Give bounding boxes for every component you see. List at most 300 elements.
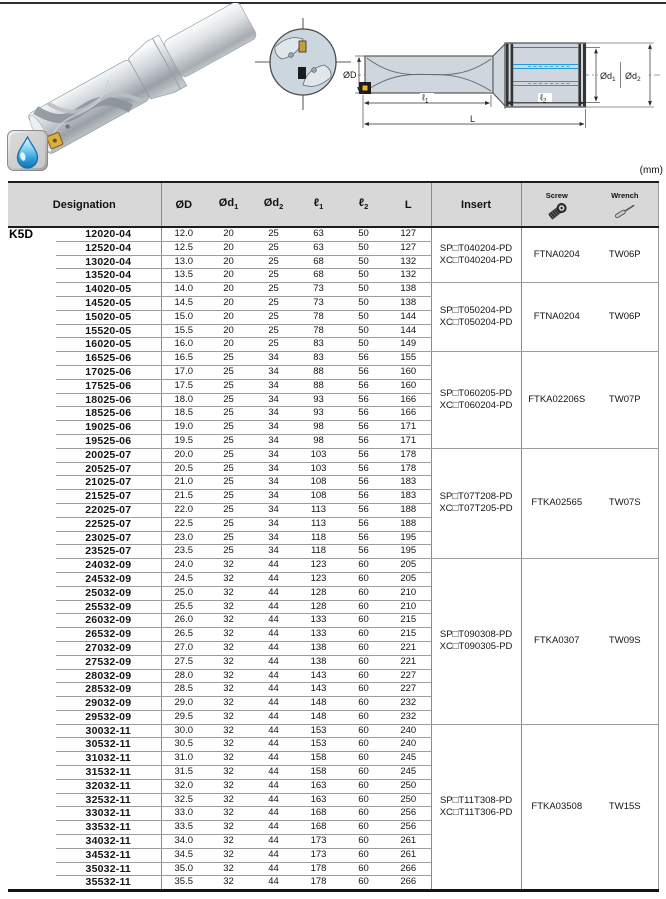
col-header-l2: ℓ$_2$ (341, 182, 386, 227)
L-cell: 144 (386, 310, 431, 324)
od2-cell: 34 (251, 462, 296, 476)
od-cell: 32.0 (161, 779, 206, 793)
insert-cell (431, 283, 521, 352)
designation-cell: 14020-05 (56, 283, 161, 297)
wrench-cell: TW15S (592, 724, 658, 891)
l1-cell: 168 (296, 807, 341, 821)
l1-cell: 123 (296, 559, 341, 573)
coolant-icon-button (7, 130, 48, 171)
L-cell: 195 (386, 531, 431, 545)
od-cell: 26.0 (161, 614, 206, 628)
table-body (8, 227, 658, 891)
od2-cell: 34 (251, 531, 296, 545)
spec-table (8, 181, 659, 892)
dim-label-od1: $Ød_1$ (600, 71, 616, 83)
screw-cell: FTKA02565 (521, 448, 592, 558)
od2-cell: 34 (251, 407, 296, 421)
designation-cell: 17525-06 (56, 379, 161, 393)
l1-cell: 158 (296, 752, 341, 766)
od1-cell: 32 (206, 752, 251, 766)
od-cell: 35.5 (161, 876, 206, 891)
l2-cell: 56 (341, 476, 386, 490)
od2-cell: 44 (251, 683, 296, 697)
od2-cell: 44 (251, 766, 296, 780)
l2-cell: 60 (341, 559, 386, 573)
od-cell: 18.5 (161, 407, 206, 421)
insert-cell (431, 352, 521, 449)
l1-cell: 68 (296, 269, 341, 283)
l2-cell: 56 (341, 490, 386, 504)
od2-cell: 34 (251, 379, 296, 393)
od1-cell: 32 (206, 572, 251, 586)
drill-product-photo (22, 3, 274, 161)
od1-cell: 32 (206, 848, 251, 862)
screw-cell: FTKA03508 (521, 724, 592, 891)
od-cell: 33.5 (161, 821, 206, 835)
designation-cell: 29032-09 (56, 697, 161, 711)
l2-cell: 50 (341, 269, 386, 283)
L-cell: 240 (386, 724, 431, 738)
od1-cell: 25 (206, 476, 251, 490)
L-cell: 166 (386, 407, 431, 421)
designation-cell: 24032-09 (56, 559, 161, 573)
designation-cell: 19525-06 (56, 434, 161, 448)
od-cell: 21.5 (161, 490, 206, 504)
od1-cell: 32 (206, 559, 251, 573)
od1-cell: 32 (206, 669, 251, 683)
l1-cell: 73 (296, 296, 341, 310)
l2-cell: 56 (341, 365, 386, 379)
l2-cell: 56 (341, 434, 386, 448)
od1-cell: 25 (206, 379, 251, 393)
l1-cell: 63 (296, 241, 341, 255)
L-cell: 195 (386, 545, 431, 559)
l1-cell: 103 (296, 448, 341, 462)
l2-cell: 56 (341, 545, 386, 559)
od-cell: 34.5 (161, 848, 206, 862)
L-cell: 210 (386, 586, 431, 600)
od2-cell: 34 (251, 434, 296, 448)
od2-cell: 25 (251, 269, 296, 283)
wrench-icon (612, 201, 638, 221)
od1-cell: 32 (206, 697, 251, 711)
L-cell: 221 (386, 641, 431, 655)
table-row (8, 724, 658, 738)
col-header-l1: ℓ$_1$ (296, 182, 341, 227)
l1-cell: 128 (296, 600, 341, 614)
od2-cell: 44 (251, 807, 296, 821)
L-cell: 210 (386, 600, 431, 614)
od-cell: 16.0 (161, 338, 206, 352)
insert-name: SP□T090308-PD (439, 629, 513, 641)
L-cell: 160 (386, 379, 431, 393)
insert-cell (431, 724, 521, 891)
insert-name: XC□T050204-PD (439, 317, 513, 329)
l2-cell: 56 (341, 407, 386, 421)
L-cell: 171 (386, 434, 431, 448)
od-cell: 29.0 (161, 697, 206, 711)
l1-cell: 143 (296, 683, 341, 697)
od1-cell: 20 (206, 296, 251, 310)
designation-cell: 28032-09 (56, 669, 161, 683)
designation-cell: 35532-11 (56, 876, 161, 891)
l2-cell: 60 (341, 669, 386, 683)
od-cell: 18.0 (161, 393, 206, 407)
l1-cell: 88 (296, 365, 341, 379)
designation-cell: 23025-07 (56, 531, 161, 545)
l1-cell: 138 (296, 655, 341, 669)
l1-cell: 98 (296, 434, 341, 448)
screw-cell: FTNA0204 (521, 283, 592, 352)
od1-cell: 32 (206, 683, 251, 697)
od2-cell: 44 (251, 752, 296, 766)
l2-cell: 56 (341, 503, 386, 517)
l2-cell: 60 (341, 628, 386, 642)
l2-cell: 60 (341, 641, 386, 655)
l2-cell: 60 (341, 752, 386, 766)
od1-cell: 32 (206, 779, 251, 793)
l1-cell: 118 (296, 545, 341, 559)
units-label: (mm) (639, 165, 663, 176)
dim-label-od: ØD (343, 70, 357, 80)
wrench-cell: TW06P (592, 227, 658, 283)
table-row (8, 283, 658, 297)
l1-cell: 178 (296, 862, 341, 876)
screw-cell: FTKA02206S (521, 352, 592, 449)
L-cell: 215 (386, 614, 431, 628)
l1-cell: 108 (296, 490, 341, 504)
od-cell: 30.5 (161, 738, 206, 752)
col-header-designation: Designation (8, 182, 161, 227)
l1-cell: 88 (296, 379, 341, 393)
od1-cell: 20 (206, 283, 251, 297)
designation-cell: 13520-04 (56, 269, 161, 283)
insert-name: SP□T060205-PD (439, 387, 513, 399)
od1-cell: 25 (206, 434, 251, 448)
od1-cell: 25 (206, 531, 251, 545)
od2-cell: 44 (251, 614, 296, 628)
designation-cell: 25532-09 (56, 600, 161, 614)
od2-cell: 44 (251, 710, 296, 724)
l1-cell: 78 (296, 310, 341, 324)
dim-label-L: L (470, 114, 476, 124)
L-cell: 144 (386, 324, 431, 338)
designation-cell: 32532-11 (56, 793, 161, 807)
designation-cell: 12520-04 (56, 241, 161, 255)
l1-cell: 83 (296, 338, 341, 352)
od-cell: 29.5 (161, 710, 206, 724)
L-cell: 160 (386, 365, 431, 379)
od1-cell: 32 (206, 793, 251, 807)
insert-cell (431, 448, 521, 558)
od2-cell: 34 (251, 365, 296, 379)
drill-front-view-diagram (253, 14, 355, 114)
dim-label-l1: ℓ$_1$ (422, 92, 429, 105)
od2-cell: 44 (251, 641, 296, 655)
od1-cell: 20 (206, 324, 251, 338)
od-cell: 22.0 (161, 503, 206, 517)
od2-cell: 44 (251, 655, 296, 669)
table-row (8, 352, 658, 366)
insert-name: SP□T040204-PD (439, 243, 513, 255)
od2-cell: 25 (251, 338, 296, 352)
designation-cell: 31032-11 (56, 752, 161, 766)
l1-cell: 138 (296, 641, 341, 655)
side-view-insert (359, 82, 371, 94)
l2-cell: 60 (341, 862, 386, 876)
od2-cell: 44 (251, 738, 296, 752)
od1-cell: 20 (206, 241, 251, 255)
od2-cell: 25 (251, 296, 296, 310)
od2-cell: 44 (251, 724, 296, 738)
l2-cell: 50 (341, 283, 386, 297)
od2-cell: 44 (251, 876, 296, 891)
od-cell: 19.0 (161, 421, 206, 435)
l2-cell: 56 (341, 379, 386, 393)
od-cell: 17.0 (161, 365, 206, 379)
designation-cell: 22025-07 (56, 503, 161, 517)
od-cell: 35.0 (161, 862, 206, 876)
od1-cell: 32 (206, 835, 251, 849)
od-cell: 16.5 (161, 352, 206, 366)
od1-cell: 25 (206, 490, 251, 504)
drill-side-view-diagram (342, 18, 666, 154)
L-cell: 205 (386, 572, 431, 586)
insert-name: SP□T11T308-PD (439, 794, 513, 806)
designation-cell: 33032-11 (56, 807, 161, 821)
L-cell: 245 (386, 752, 431, 766)
designation-cell: 35032-11 (56, 862, 161, 876)
designation-cell: 34032-11 (56, 835, 161, 849)
col-header-L: L (386, 182, 431, 227)
L-cell: 215 (386, 628, 431, 642)
designation-cell: 21025-07 (56, 476, 161, 490)
L-cell: 227 (386, 669, 431, 683)
l1-cell: 173 (296, 848, 341, 862)
L-cell: 256 (386, 807, 431, 821)
l2-cell: 60 (341, 614, 386, 628)
od1-cell: 20 (206, 269, 251, 283)
l1-cell: 168 (296, 821, 341, 835)
l1-cell: 83 (296, 352, 341, 366)
l2-cell: 60 (341, 697, 386, 711)
l2-cell: 56 (341, 448, 386, 462)
table-header-row (8, 182, 658, 227)
l1-cell: 173 (296, 835, 341, 849)
l2-cell: 60 (341, 724, 386, 738)
l2-cell: 50 (341, 338, 386, 352)
od1-cell: 25 (206, 462, 251, 476)
designation-cell: 13020-04 (56, 255, 161, 269)
designation-cell: 20025-07 (56, 448, 161, 462)
designation-cell: 34532-11 (56, 848, 161, 862)
od2-cell: 44 (251, 821, 296, 835)
L-cell: 250 (386, 779, 431, 793)
od2-cell: 34 (251, 490, 296, 504)
od1-cell: 20 (206, 310, 251, 324)
L-cell: 183 (386, 490, 431, 504)
od1-cell: 32 (206, 821, 251, 835)
od-cell: 15.0 (161, 310, 206, 324)
L-cell: 155 (386, 352, 431, 366)
od-cell: 31.5 (161, 766, 206, 780)
l1-cell: 148 (296, 697, 341, 711)
od1-cell: 25 (206, 448, 251, 462)
od2-cell: 25 (251, 227, 296, 241)
od-cell: 13.5 (161, 269, 206, 283)
designation-cell: 12020-04 (56, 227, 161, 241)
od-cell: 14.5 (161, 296, 206, 310)
od2-cell: 44 (251, 628, 296, 642)
designation-cell: 19025-06 (56, 421, 161, 435)
L-cell: 188 (386, 503, 431, 517)
l1-cell: 98 (296, 421, 341, 435)
L-cell: 132 (386, 255, 431, 269)
wrench-cell: TW07S (592, 448, 658, 558)
product-header-section (0, 0, 666, 181)
designation-cell: 29532-09 (56, 710, 161, 724)
col-header-od1: $Ød_1$ (206, 182, 251, 227)
od-cell: 17.5 (161, 379, 206, 393)
od-cell: 28.0 (161, 669, 206, 683)
wrench-cell: TW09S (592, 559, 658, 725)
od1-cell: 32 (206, 655, 251, 669)
table-row (8, 448, 658, 462)
l1-cell: 163 (296, 779, 341, 793)
L-cell: 240 (386, 738, 431, 752)
od1-cell: 25 (206, 352, 251, 366)
l2-cell: 60 (341, 586, 386, 600)
od-cell: 23.0 (161, 531, 206, 545)
designation-cell: 30032-11 (56, 724, 161, 738)
od2-cell: 34 (251, 448, 296, 462)
l2-cell: 60 (341, 710, 386, 724)
od-cell: 14.0 (161, 283, 206, 297)
l1-cell: 68 (296, 255, 341, 269)
designation-cell: 15520-05 (56, 324, 161, 338)
L-cell: 188 (386, 517, 431, 531)
designation-cell: 31532-11 (56, 766, 161, 780)
L-cell: 149 (386, 338, 431, 352)
l2-cell: 60 (341, 821, 386, 835)
designation-cell: 25032-09 (56, 586, 161, 600)
l2-cell: 56 (341, 531, 386, 545)
od1-cell: 32 (206, 614, 251, 628)
designation-cell: 14520-05 (56, 296, 161, 310)
l2-cell: 60 (341, 572, 386, 586)
od-cell: 28.5 (161, 683, 206, 697)
col-header-od: ØD (161, 182, 206, 227)
designation-cell: 27532-09 (56, 655, 161, 669)
od2-cell: 44 (251, 848, 296, 862)
od-cell: 24.0 (161, 559, 206, 573)
L-cell: 245 (386, 766, 431, 780)
insert-cell (431, 559, 521, 725)
od-cell: 27.0 (161, 641, 206, 655)
od2-cell: 25 (251, 283, 296, 297)
l1-cell: 73 (296, 283, 341, 297)
l2-cell: 56 (341, 352, 386, 366)
l1-cell: 123 (296, 572, 341, 586)
od2-cell: 25 (251, 241, 296, 255)
designation-cell: 17025-06 (56, 365, 161, 379)
front-insert-bottom (298, 67, 306, 79)
screw-cell: FTKA0307 (521, 559, 592, 725)
L-cell: 256 (386, 821, 431, 835)
series-label-cell: K5D (9, 227, 34, 241)
od-cell: 34.0 (161, 835, 206, 849)
l2-cell: 60 (341, 600, 386, 614)
od-cell: 19.5 (161, 434, 206, 448)
l2-cell: 56 (341, 462, 386, 476)
od-cell: 30.0 (161, 724, 206, 738)
L-cell: 132 (386, 269, 431, 283)
insert-name: XC□T040204-PD (439, 255, 513, 267)
L-cell: 227 (386, 683, 431, 697)
l2-cell: 50 (341, 241, 386, 255)
insert-name: XC□T07T205-PD (439, 503, 513, 515)
od-cell: 21.0 (161, 476, 206, 490)
dim-label-l2: ℓ$_2$ (540, 92, 547, 105)
od2-cell: 25 (251, 310, 296, 324)
l1-cell: 93 (296, 393, 341, 407)
od2-cell: 44 (251, 669, 296, 683)
od2-cell: 44 (251, 793, 296, 807)
od1-cell: 25 (206, 393, 251, 407)
od-cell: 12.0 (161, 227, 206, 241)
od1-cell: 25 (206, 407, 251, 421)
L-cell: 221 (386, 655, 431, 669)
od-cell: 25.5 (161, 600, 206, 614)
l2-cell: 56 (341, 421, 386, 435)
L-cell: 178 (386, 448, 431, 462)
L-cell: 127 (386, 241, 431, 255)
l1-cell: 103 (296, 462, 341, 476)
designation-cell: 32032-11 (56, 779, 161, 793)
od1-cell: 32 (206, 641, 251, 655)
insert-name: XC□T11T306-PD (439, 806, 513, 818)
l1-cell: 128 (296, 586, 341, 600)
od1-cell: 32 (206, 586, 251, 600)
L-cell: 183 (386, 476, 431, 490)
od-cell: 23.5 (161, 545, 206, 559)
od2-cell: 25 (251, 255, 296, 269)
designation-cell: 16020-05 (56, 338, 161, 352)
od2-cell: 44 (251, 586, 296, 600)
l1-cell: 93 (296, 407, 341, 421)
l2-cell: 56 (341, 517, 386, 531)
od2-cell: 25 (251, 324, 296, 338)
table-row (8, 227, 658, 241)
od-cell: 20.5 (161, 462, 206, 476)
l1-cell: 133 (296, 628, 341, 642)
l1-cell: 178 (296, 876, 341, 891)
l2-cell: 60 (341, 779, 386, 793)
designation-cell: 28532-09 (56, 683, 161, 697)
od1-cell: 20 (206, 255, 251, 269)
l2-cell: 60 (341, 876, 386, 891)
l2-cell: 60 (341, 655, 386, 669)
l2-cell: 60 (341, 683, 386, 697)
L-cell: 232 (386, 710, 431, 724)
l2-cell: 60 (341, 835, 386, 849)
insert-name: XC□T090305-PD (439, 641, 513, 653)
od1-cell: 32 (206, 807, 251, 821)
l2-cell: 50 (341, 296, 386, 310)
dim-label-od2: $Ød_2$ (625, 71, 641, 83)
L-cell: 266 (386, 862, 431, 876)
col-header-od2: $Ød_2$ (251, 182, 296, 227)
